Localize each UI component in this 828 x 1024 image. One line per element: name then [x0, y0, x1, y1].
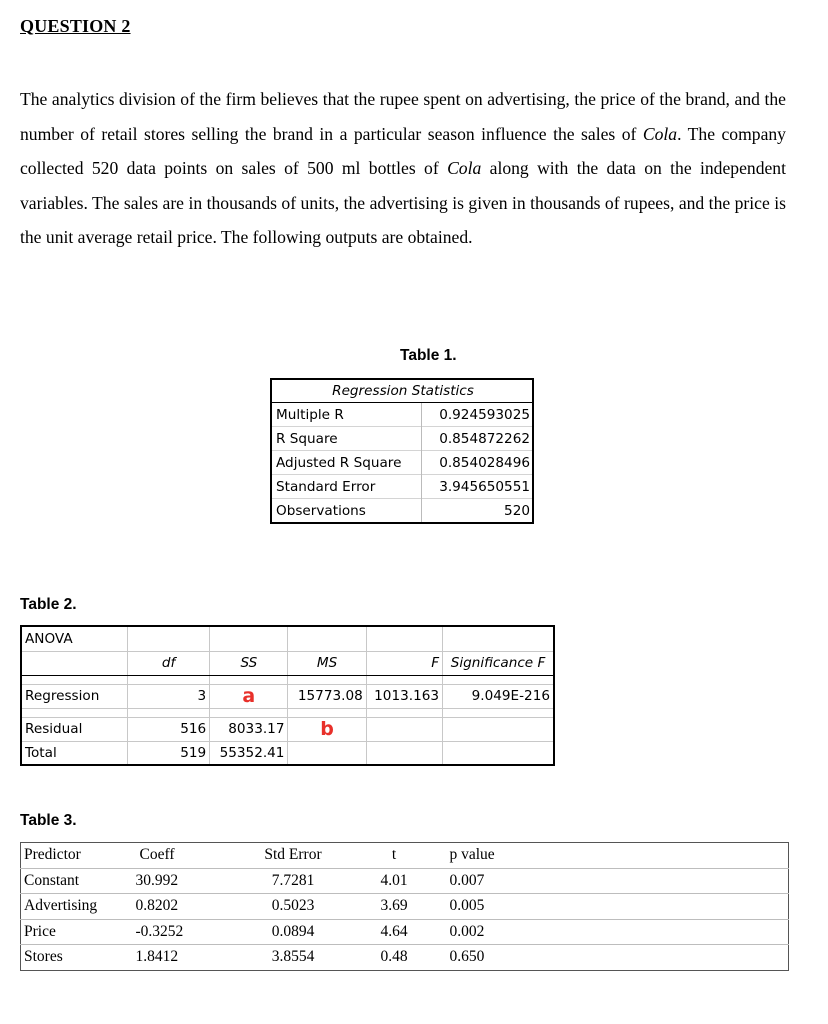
stat-value: 3.945650551: [422, 475, 533, 499]
p-value-cell: 0.007: [446, 868, 789, 894]
anova-title: ANOVA: [21, 626, 127, 651]
column-header-predictor: Predictor: [24, 846, 81, 864]
table-row: [21, 717, 554, 741]
table3-caption: Table 3.: [20, 812, 77, 829]
stat-value: 520: [422, 499, 533, 524]
stat-value: 0.924593025: [422, 403, 533, 427]
table2-caption: Table 2.: [20, 596, 77, 613]
unknown-marker-b: b: [320, 718, 334, 740]
stat-label: R Square: [271, 427, 422, 451]
ms-cell: [288, 717, 366, 741]
table-row: [21, 945, 789, 971]
p-value-cell: 0.005: [446, 894, 789, 920]
column-header-ms: MS: [288, 651, 366, 675]
table-row: [271, 475, 533, 499]
ss-cell: [210, 684, 288, 708]
coeff-cell: -0.3252: [128, 919, 244, 945]
significance-cell: [443, 717, 554, 741]
table-header-row: [21, 843, 789, 869]
stat-value: 0.854872262: [422, 427, 533, 451]
ss-cell: 55352.41: [210, 741, 288, 765]
regression-statistics-table: [270, 378, 534, 524]
df-cell: 519: [127, 741, 209, 765]
p-value-cell: 0.002: [446, 919, 789, 945]
column-header-f: F: [366, 651, 442, 675]
f-cell: [366, 717, 442, 741]
stat-label: Adjusted R Square: [271, 451, 422, 475]
stat-label: Multiple R: [276, 406, 344, 423]
predictor-cell: Constant: [21, 868, 128, 894]
f-cell: 1013.163: [366, 684, 442, 708]
predictor-cell: Stores: [21, 945, 128, 971]
table-row: [271, 499, 533, 524]
std-error-cell: 7.7281: [244, 868, 343, 894]
table-row: [21, 868, 789, 894]
ms-cell: 15773.08: [288, 684, 366, 708]
column-header-std-error: Std Error: [264, 846, 322, 864]
table-row: [21, 919, 789, 945]
table-row: [271, 451, 533, 475]
paragraph-part-2: . The company collected 520 data points on sales of 500 ml bottles of: [20, 123, 786, 179]
column-header-t: t: [391, 846, 397, 864]
row-label: Total: [21, 741, 127, 765]
question-paragraph: [20, 82, 786, 255]
table-row: [21, 741, 554, 765]
brand-name: Cola: [642, 123, 678, 144]
f-cell: [366, 741, 442, 765]
table1-header: Regression Statistics: [271, 379, 533, 403]
stat-label: Observations: [271, 499, 422, 524]
stat-label: Standard Error: [271, 475, 422, 499]
df-cell: 516: [127, 717, 209, 741]
predictor-cell: Price: [21, 919, 128, 945]
column-header-p-value: p value: [449, 846, 495, 864]
table-row: [21, 684, 554, 708]
p-value-cell: 0.650: [446, 945, 789, 971]
row-label: Residual: [21, 717, 127, 741]
coefficients-table: [20, 842, 789, 971]
t-cell: 4.64: [343, 919, 446, 945]
t-cell: 4.01: [343, 868, 446, 894]
df-cell: 3: [127, 684, 209, 708]
predictor-cell: Advertising: [21, 894, 128, 920]
std-error-cell: 0.5023: [244, 894, 343, 920]
table-row: [271, 403, 533, 427]
table-row: [21, 894, 789, 920]
paragraph-part-3: along with the data on the independent variables. The sales are in thousands of units, the advertising is given in thousands of rupees, and the price is the unit average retail price. The following outputs are obtained.: [20, 158, 786, 248]
significance-cell: [443, 741, 554, 765]
table-row: [271, 427, 533, 451]
table1-caption: Table 1.: [400, 347, 457, 364]
unknown-marker-a: a: [242, 685, 256, 707]
paragraph-part-1: The analytics division of the firm believes that the rupee spent on advertising, the price of the brand, and the number of retail stores selling the brand in a particular season influence the sales of: [20, 89, 786, 144]
t-cell: 0.48: [343, 945, 446, 971]
column-header-ss: SS: [210, 651, 288, 675]
coeff-cell: 30.992: [128, 868, 244, 894]
row-label: Regression: [21, 684, 127, 708]
column-header-df: df: [127, 651, 209, 675]
brand-name: Cola: [447, 158, 482, 179]
column-header-coeff: Coeff: [139, 846, 175, 864]
std-error-cell: 0.0894: [244, 919, 343, 945]
column-header-significance-f: Significance F: [443, 651, 554, 675]
std-error-cell: 3.8554: [244, 945, 343, 971]
ss-cell: 8033.17: [210, 717, 288, 741]
coeff-cell: 1.8412: [128, 945, 244, 971]
anova-table: [20, 625, 555, 766]
question-title: QUESTION 2: [20, 16, 131, 36]
t-cell: 3.69: [343, 894, 446, 920]
significance-cell: 9.049E-216: [443, 684, 554, 708]
stat-value: 0.854028496: [422, 451, 533, 475]
ms-cell: [288, 741, 366, 765]
coeff-cell: 0.8202: [128, 894, 244, 920]
